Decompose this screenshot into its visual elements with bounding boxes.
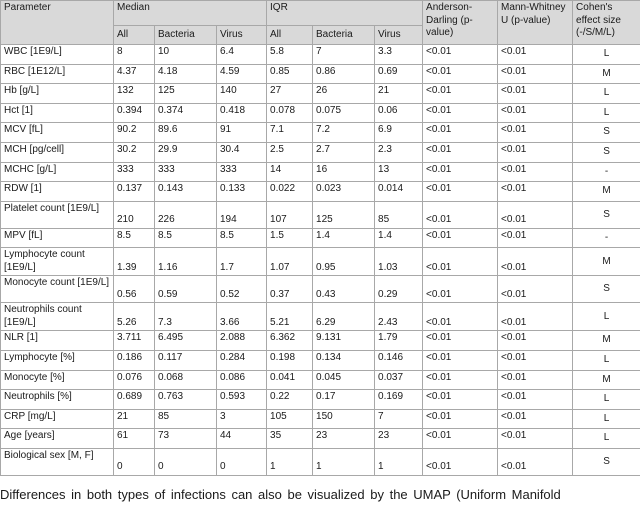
cell-median-all: 0.076: [114, 370, 155, 390]
table-row: [1, 276, 640, 303]
subheader-iqr-bacteria: Bacteria: [313, 26, 375, 45]
cell-cohen: M: [573, 331, 640, 351]
cell-anderson-darling: <0.01: [423, 448, 498, 475]
cell-iqr-bacteria: 125: [313, 201, 375, 228]
cell-median-virus: 140: [217, 84, 267, 104]
cell-median-virus: 2.088: [217, 331, 267, 351]
cell-median-all: 8: [114, 45, 155, 65]
cell-parameter: Monocyte [%]: [1, 370, 114, 390]
cell-median-all: 5.26: [114, 303, 155, 331]
cell-cohen: S: [573, 142, 640, 162]
cell-median-all: 0: [114, 448, 155, 475]
cell-cohen: -: [573, 162, 640, 182]
subheader-iqr-virus: Virus: [375, 26, 423, 45]
subheader-median-bacteria: Bacteria: [155, 26, 217, 45]
table-row: [1, 390, 640, 410]
table-row: [1, 228, 640, 248]
table-row: [1, 409, 640, 429]
cell-mann-whitney: <0.01: [498, 429, 573, 449]
cell-iqr-bacteria: 2.7: [313, 142, 375, 162]
cell-mann-whitney: <0.01: [498, 370, 573, 390]
cell-anderson-darling: <0.01: [423, 331, 498, 351]
cell-median-bacteria: 10: [155, 45, 217, 65]
cell-median-all: 90.2: [114, 123, 155, 143]
cell-parameter: CRP [mg/L]: [1, 409, 114, 429]
cell-median-virus: 0.133: [217, 182, 267, 202]
cell-iqr-all: 35: [267, 429, 313, 449]
cell-median-virus: 1.7: [217, 248, 267, 276]
cell-iqr-virus: 1.79: [375, 331, 423, 351]
cell-mann-whitney: <0.01: [498, 350, 573, 370]
cell-median-bacteria: 0.374: [155, 103, 217, 123]
body-text-caption: Differences in both types of infections can also be visualized by the UMAP (Uniform Manifold: [0, 487, 561, 502]
cell-median-bacteria: 226: [155, 201, 217, 228]
cell-iqr-virus: 1.03: [375, 248, 423, 276]
cell-parameter: MCH [pg/cell]: [1, 142, 114, 162]
subheader-iqr-all: All: [267, 26, 313, 45]
cell-iqr-all: 14: [267, 162, 313, 182]
table-row: [1, 429, 640, 449]
cell-cohen: L: [573, 103, 640, 123]
cell-iqr-virus: 23: [375, 429, 423, 449]
cell-median-all: 132: [114, 84, 155, 104]
cell-median-bacteria: 89.6: [155, 123, 217, 143]
cell-iqr-bacteria: 150: [313, 409, 375, 429]
cell-median-all: 0.56: [114, 276, 155, 303]
cell-iqr-all: 0.22: [267, 390, 313, 410]
table-row: [1, 248, 640, 276]
cell-iqr-bacteria: 16: [313, 162, 375, 182]
cell-median-bacteria: 8.5: [155, 228, 217, 248]
cell-anderson-darling: <0.01: [423, 162, 498, 182]
cell-iqr-all: 5.21: [267, 303, 313, 331]
cell-median-bacteria: 0.143: [155, 182, 217, 202]
cell-iqr-all: 0.85: [267, 64, 313, 84]
cell-iqr-bacteria: 0.023: [313, 182, 375, 202]
cell-median-bacteria: 85: [155, 409, 217, 429]
cell-iqr-bacteria: 0.95: [313, 248, 375, 276]
cell-cohen: L: [573, 84, 640, 104]
cell-iqr-virus: 1: [375, 448, 423, 475]
cell-anderson-darling: <0.01: [423, 248, 498, 276]
cell-anderson-darling: <0.01: [423, 303, 498, 331]
cell-iqr-virus: 7: [375, 409, 423, 429]
cell-parameter: Age [years]: [1, 429, 114, 449]
cell-cohen: L: [573, 390, 640, 410]
cell-parameter: RDW [1]: [1, 182, 114, 202]
cell-iqr-all: 5.8: [267, 45, 313, 65]
cell-median-virus: 0.284: [217, 350, 267, 370]
cell-iqr-all: 0.37: [267, 276, 313, 303]
cell-iqr-all: 0.041: [267, 370, 313, 390]
cell-median-virus: 3.66: [217, 303, 267, 331]
table-row: [1, 45, 640, 65]
cell-cohen: M: [573, 182, 640, 202]
table-row: [1, 331, 640, 351]
cell-median-bacteria: 0: [155, 448, 217, 475]
cell-median-bacteria: 0.59: [155, 276, 217, 303]
cell-iqr-all: 7.1: [267, 123, 313, 143]
cell-mann-whitney: <0.01: [498, 390, 573, 410]
cell-median-bacteria: 73: [155, 429, 217, 449]
header-cohen-effect-size: Cohen's effect size (-/S/M/L): [573, 1, 640, 45]
cell-median-virus: 194: [217, 201, 267, 228]
cell-cohen: S: [573, 123, 640, 143]
header-anderson-darling: Anderson-Darling (p-value): [423, 1, 498, 45]
cell-anderson-darling: <0.01: [423, 64, 498, 84]
table-row: [1, 123, 640, 143]
cell-median-bacteria: 6.495: [155, 331, 217, 351]
table-row: [1, 84, 640, 104]
header-iqr: IQR: [267, 1, 423, 26]
cell-median-all: 0.137: [114, 182, 155, 202]
table-row: [1, 370, 640, 390]
cell-cohen: M: [573, 248, 640, 276]
cell-iqr-all: 0.078: [267, 103, 313, 123]
cell-median-virus: 0: [217, 448, 267, 475]
cell-median-virus: 91: [217, 123, 267, 143]
cell-median-all: 30.2: [114, 142, 155, 162]
cell-median-all: 1.39: [114, 248, 155, 276]
cell-parameter: Platelet count [1E9/L]: [1, 201, 114, 228]
cell-iqr-virus: 0.169: [375, 390, 423, 410]
cell-parameter: Lymphocyte count [1E9/L]: [1, 248, 114, 276]
header-parameter: Parameter: [1, 1, 114, 45]
cell-median-virus: 333: [217, 162, 267, 182]
cell-iqr-bacteria: 23: [313, 429, 375, 449]
header-median: Median: [114, 1, 267, 26]
table-header: [1, 1, 640, 45]
cell-iqr-all: 1.5: [267, 228, 313, 248]
cell-median-bacteria: 4.18: [155, 64, 217, 84]
cell-parameter: NLR [1]: [1, 331, 114, 351]
cell-anderson-darling: <0.01: [423, 228, 498, 248]
cell-cohen: L: [573, 303, 640, 331]
cell-parameter: Neutrophils count [1E9/L]: [1, 303, 114, 331]
cell-mann-whitney: <0.01: [498, 103, 573, 123]
cell-mann-whitney: <0.01: [498, 409, 573, 429]
cell-median-virus: 0.52: [217, 276, 267, 303]
cell-anderson-darling: <0.01: [423, 350, 498, 370]
cell-iqr-all: 0.198: [267, 350, 313, 370]
cell-median-bacteria: 0.068: [155, 370, 217, 390]
cell-mann-whitney: <0.01: [498, 64, 573, 84]
cell-median-virus: 8.5: [217, 228, 267, 248]
cell-iqr-bacteria: 1: [313, 448, 375, 475]
cell-median-bacteria: 1.16: [155, 248, 217, 276]
cell-iqr-all: 105: [267, 409, 313, 429]
cell-iqr-bacteria: 9.131: [313, 331, 375, 351]
cell-cohen: -: [573, 228, 640, 248]
cell-median-virus: 3: [217, 409, 267, 429]
cell-iqr-bacteria: 6.29: [313, 303, 375, 331]
cell-median-all: 333: [114, 162, 155, 182]
cell-cohen: L: [573, 45, 640, 65]
table-row: [1, 162, 640, 182]
cell-anderson-darling: <0.01: [423, 276, 498, 303]
cell-parameter: Hb [g/L]: [1, 84, 114, 104]
cell-cohen: S: [573, 276, 640, 303]
cell-anderson-darling: <0.01: [423, 370, 498, 390]
cell-anderson-darling: <0.01: [423, 409, 498, 429]
cell-median-all: 8.5: [114, 228, 155, 248]
cell-cohen: L: [573, 429, 640, 449]
cell-iqr-virus: 21: [375, 84, 423, 104]
cell-iqr-bacteria: 1.4: [313, 228, 375, 248]
cell-mann-whitney: <0.01: [498, 248, 573, 276]
cell-parameter: MPV [fL]: [1, 228, 114, 248]
cell-cohen: S: [573, 201, 640, 228]
cell-anderson-darling: <0.01: [423, 84, 498, 104]
table-row: [1, 303, 640, 331]
cell-mann-whitney: <0.01: [498, 45, 573, 65]
cell-iqr-bacteria: 7: [313, 45, 375, 65]
cell-anderson-darling: <0.01: [423, 45, 498, 65]
cell-median-all: 0.394: [114, 103, 155, 123]
cell-median-all: 4.37: [114, 64, 155, 84]
cell-mann-whitney: <0.01: [498, 142, 573, 162]
cell-mann-whitney: <0.01: [498, 448, 573, 475]
cell-median-virus: 30.4: [217, 142, 267, 162]
cell-iqr-all: 0.022: [267, 182, 313, 202]
cell-iqr-all: 2.5: [267, 142, 313, 162]
cell-median-virus: 6.4: [217, 45, 267, 65]
cell-median-bacteria: 333: [155, 162, 217, 182]
cell-iqr-virus: 85: [375, 201, 423, 228]
cell-iqr-virus: 0.69: [375, 64, 423, 84]
cell-mann-whitney: <0.01: [498, 182, 573, 202]
cell-iqr-bacteria: 26: [313, 84, 375, 104]
cell-parameter: Neutrophils [%]: [1, 390, 114, 410]
cell-median-all: 21: [114, 409, 155, 429]
cell-mann-whitney: <0.01: [498, 331, 573, 351]
cell-iqr-bacteria: 0.17: [313, 390, 375, 410]
cell-iqr-bacteria: 7.2: [313, 123, 375, 143]
cell-anderson-darling: <0.01: [423, 182, 498, 202]
cell-median-all: 0.689: [114, 390, 155, 410]
cell-mann-whitney: <0.01: [498, 123, 573, 143]
cell-median-virus: 44: [217, 429, 267, 449]
cell-iqr-virus: 3.3: [375, 45, 423, 65]
cell-parameter: MCHC [g/L]: [1, 162, 114, 182]
subheader-median-virus: Virus: [217, 26, 267, 45]
cell-iqr-bacteria: 0.43: [313, 276, 375, 303]
cell-median-bacteria: 0.117: [155, 350, 217, 370]
cell-median-bacteria: 125: [155, 84, 217, 104]
cell-iqr-bacteria: 0.045: [313, 370, 375, 390]
cell-iqr-virus: 6.9: [375, 123, 423, 143]
cell-iqr-all: 6.362: [267, 331, 313, 351]
cell-cohen: M: [573, 370, 640, 390]
cell-iqr-virus: 0.146: [375, 350, 423, 370]
cell-iqr-virus: 0.037: [375, 370, 423, 390]
table-row: [1, 142, 640, 162]
cell-mann-whitney: <0.01: [498, 84, 573, 104]
cell-iqr-virus: 0.29: [375, 276, 423, 303]
cell-median-virus: 0.086: [217, 370, 267, 390]
table-row: [1, 201, 640, 228]
cell-parameter: MCV [fL]: [1, 123, 114, 143]
cell-anderson-darling: <0.01: [423, 390, 498, 410]
cell-anderson-darling: <0.01: [423, 123, 498, 143]
cell-anderson-darling: <0.01: [423, 103, 498, 123]
table-row: [1, 103, 640, 123]
cell-iqr-virus: 2.3: [375, 142, 423, 162]
table-row: [1, 182, 640, 202]
cell-median-virus: 0.418: [217, 103, 267, 123]
cell-iqr-bacteria: 0.86: [313, 64, 375, 84]
cell-iqr-virus: 13: [375, 162, 423, 182]
cell-parameter: Monocyte count [1E9/L]: [1, 276, 114, 303]
cell-mann-whitney: <0.01: [498, 201, 573, 228]
table-row: [1, 350, 640, 370]
cell-median-bacteria: 7.3: [155, 303, 217, 331]
cell-median-all: 3.711: [114, 331, 155, 351]
cell-median-all: 0.186: [114, 350, 155, 370]
cell-mann-whitney: <0.01: [498, 276, 573, 303]
cell-iqr-virus: 0.06: [375, 103, 423, 123]
cell-median-virus: 0.593: [217, 390, 267, 410]
cell-cohen: L: [573, 409, 640, 429]
cell-iqr-bacteria: 0.075: [313, 103, 375, 123]
cell-parameter: WBC [1E9/L]: [1, 45, 114, 65]
cell-median-all: 210: [114, 201, 155, 228]
cell-mann-whitney: <0.01: [498, 162, 573, 182]
subheader-median-all: All: [114, 26, 155, 45]
cell-mann-whitney: <0.01: [498, 303, 573, 331]
cell-iqr-all: 107: [267, 201, 313, 228]
table-body: [1, 45, 640, 476]
cell-iqr-virus: 1.4: [375, 228, 423, 248]
cell-anderson-darling: <0.01: [423, 429, 498, 449]
header-mann-whitney: Mann-Whitney U (p-value): [498, 1, 573, 45]
cell-mann-whitney: <0.01: [498, 228, 573, 248]
cell-cohen: S: [573, 448, 640, 475]
cell-median-bacteria: 29.9: [155, 142, 217, 162]
table-row: [1, 64, 640, 84]
cell-parameter: Hct [1]: [1, 103, 114, 123]
cell-iqr-all: 1.07: [267, 248, 313, 276]
cell-cohen: L: [573, 350, 640, 370]
cell-parameter: RBC [1E12/L]: [1, 64, 114, 84]
cell-iqr-all: 27: [267, 84, 313, 104]
cell-parameter: Lymphocyte [%]: [1, 350, 114, 370]
cell-parameter: Biological sex [M, F]: [1, 448, 114, 475]
cell-anderson-darling: <0.01: [423, 142, 498, 162]
cell-iqr-all: 1: [267, 448, 313, 475]
table-row: [1, 448, 640, 475]
cell-iqr-virus: 2.43: [375, 303, 423, 331]
cell-iqr-bacteria: 0.134: [313, 350, 375, 370]
cell-cohen: M: [573, 64, 640, 84]
cell-iqr-virus: 0.014: [375, 182, 423, 202]
cell-median-bacteria: 0.763: [155, 390, 217, 410]
cell-anderson-darling: <0.01: [423, 201, 498, 228]
cell-median-virus: 4.59: [217, 64, 267, 84]
cell-median-all: 61: [114, 429, 155, 449]
